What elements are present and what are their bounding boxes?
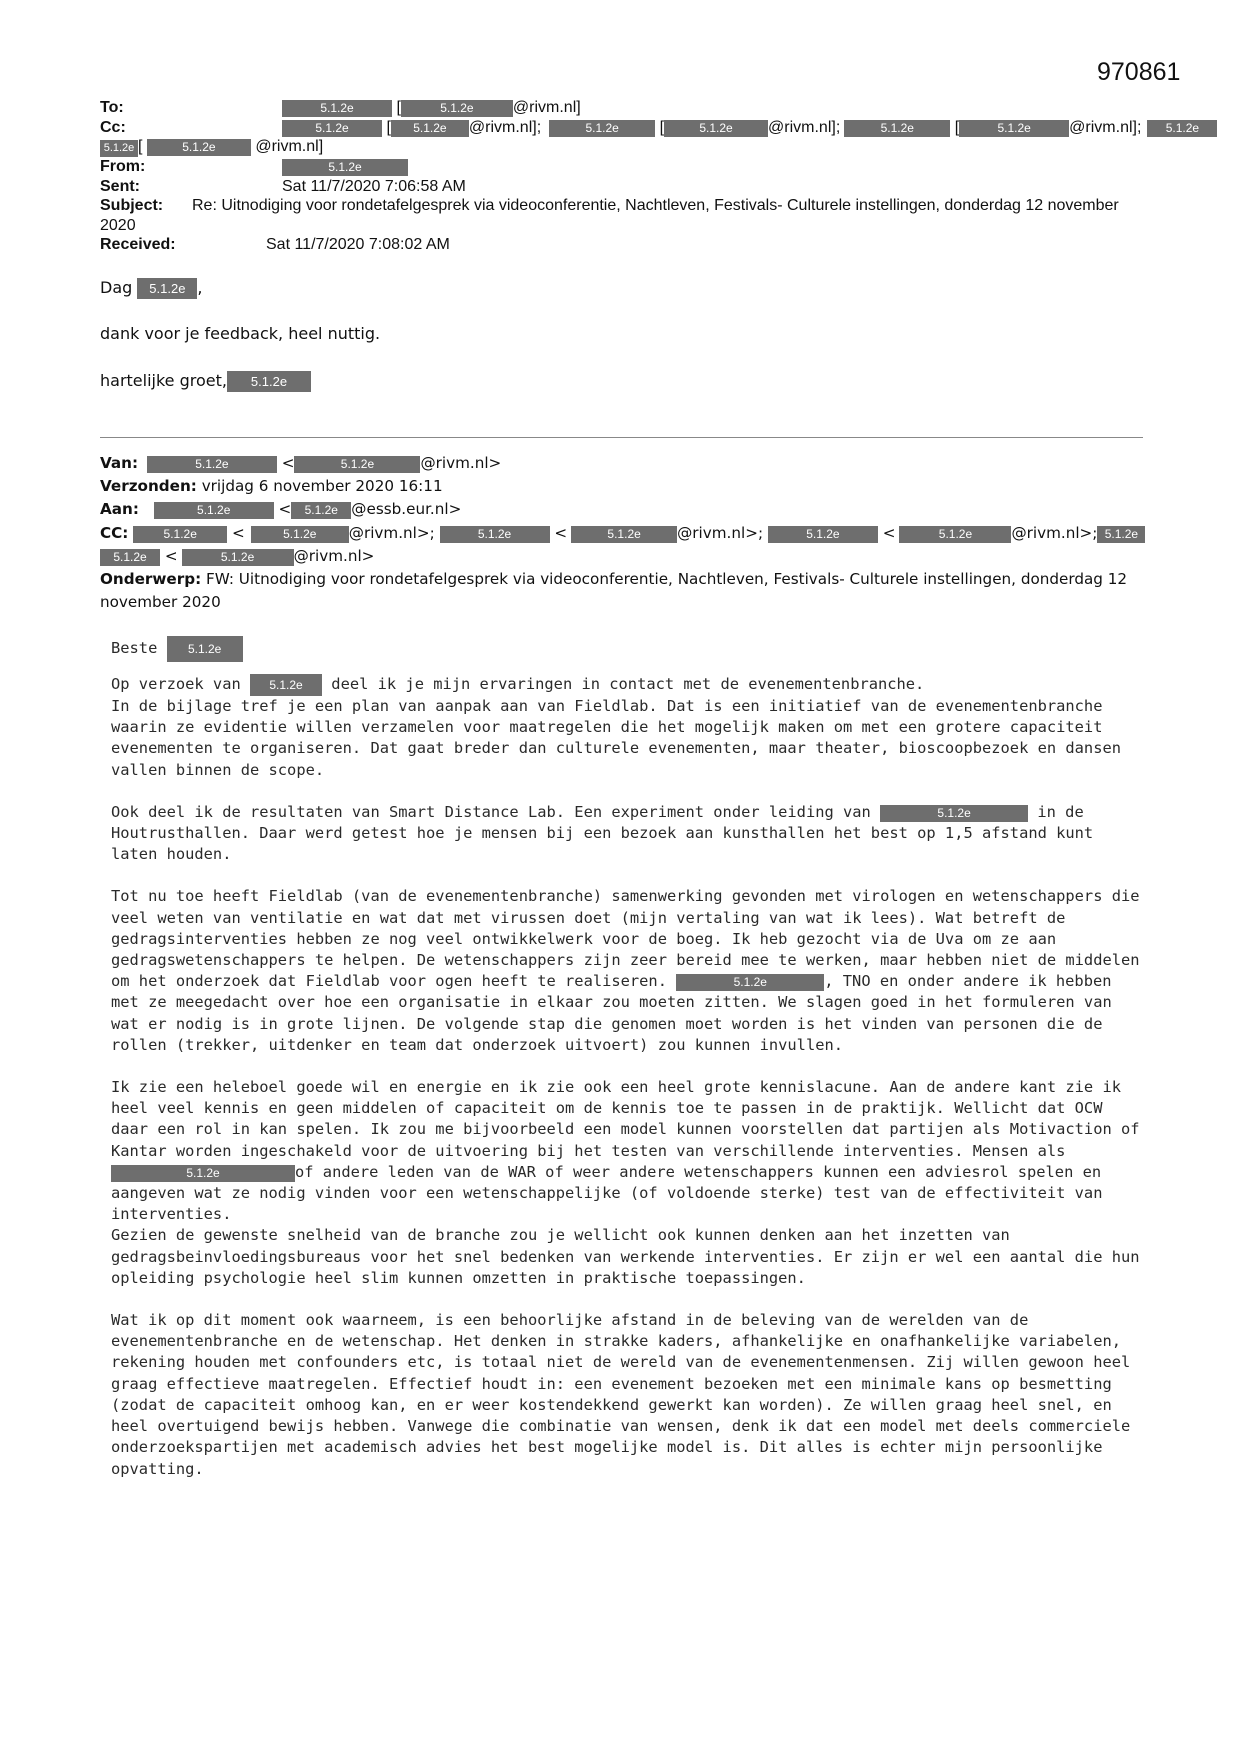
- redaction-box: 5.1.2e: [571, 526, 677, 543]
- redaction-box: 5.1.2e: [676, 974, 824, 991]
- p2-after: in de Houtrusthallen. Daar werd getest hoe je mensen bij een bezoek aan kunsthallen het best op 1,5 afstand kunt laten houden.: [111, 802, 1094, 864]
- forwarded-header: [100, 452, 1143, 614]
- reply-thanks: dank voor je feedback, heel nuttig.: [100, 324, 381, 343]
- van-row: Van: 5.1.2e < 5.1.2e @rivm.nl>: [100, 454, 502, 472]
- paragraph-4: [111, 1077, 1141, 1289]
- redaction-box: 5.1.2e: [664, 120, 768, 137]
- redaction-box: 5.1.2e: [100, 140, 138, 157]
- paragraph-1: [111, 674, 1141, 781]
- divider: [100, 437, 1143, 438]
- to-suffix: @rivm.nl]: [512, 99, 581, 116]
- onderwerp-label: Onderwerp:: [100, 570, 202, 589]
- to-label: To:: [100, 99, 124, 116]
- p1-before: Op verzoek van: [111, 675, 241, 693]
- redaction-box: 5.1.2e: [1147, 120, 1217, 137]
- redaction-box: 5.1.2e: [147, 139, 251, 156]
- onderwerp-row: [100, 568, 1143, 614]
- closing-text: hartelijke groet,: [100, 371, 227, 390]
- verzonden-row: [100, 475, 1143, 498]
- from-label: From:: [100, 158, 146, 175]
- redaction-box: 5.1.2e: [549, 120, 655, 137]
- redaction-box: 5.1.2e: [111, 1165, 295, 1182]
- paragraph-2: [111, 802, 1141, 866]
- fwd-cc-label: CC:: [100, 523, 129, 542]
- redaction-box: 5.1.2e: [137, 278, 197, 299]
- subject-value: Re: Uitnodiging voor rondetafelgesprek via videoconferentie, Nachtleven, Festivals- Culturele instellingen, donderdag 12 november 2020: [100, 197, 1119, 234]
- p4-after: of andere leden van de WAR of weer andere wetenschappers kunnen een adviesrol spelen en aangeven wat ze nodig vinden voor een wetenschappelijke (of voldoende sterke) test van de effectiviteit van interventies.: [111, 1162, 1103, 1224]
- received-row: [100, 235, 1140, 255]
- redaction-box: 5.1.2e: [133, 526, 227, 543]
- cc-suffix: @rivm.nl]: [255, 138, 324, 155]
- redaction-box: 5.1.2e: [899, 526, 1011, 543]
- reply-closing: [100, 371, 1120, 392]
- redaction-box: 5.1.2e: [291, 502, 351, 519]
- message-body: [111, 636, 1141, 1501]
- aan-label: Aan:: [100, 500, 139, 519]
- subject-label: Subject:: [100, 197, 164, 214]
- p4-rest: Gezien de gewenste snelheid van de branche zou je wellicht ook kunnen denken aan het inzetten van gedragsbeinvloedingsbureaus voor het snel bedenken van werkende interventies. Er zijn er wel een aantal die hun opleiding psychologie heel slim kunnen omzetten in praktische toepassingen.: [111, 1226, 1140, 1287]
- email-header: [100, 98, 1200, 255]
- sent-label: Sent:: [100, 177, 140, 195]
- fwd-cc-row-continued: 5.1.2e < 5.1.2e @rivm.nl>: [100, 545, 1143, 568]
- cc-row-continued: 5.1.2e [ 5.1.2e @rivm.nl]: [100, 137, 1140, 157]
- onderwerp-value: FW: Uitnodiging voor rondetafelgesprek via videoconferentie, Nachtleven, Festivals- Culturele instellingen, donderdag 12 november 2020: [100, 570, 1128, 612]
- p3-after: , TNO en onder andere ik hebben met ze meegedacht over hoe een organisatie in elkaar zou moeten zitten. We slagen goed in het formuleren van wat er nodig is in grote lijnen. De volgende stap die genomen moet worden is het vinden van personen die de rollen (trekker, uitdenker en team dat onderzoek uitvoert) zou kunnen invullen.: [111, 972, 1112, 1054]
- received-value: Sat 11/7/2020 7:08:02 AM: [266, 236, 450, 253]
- paragraph-3: [111, 886, 1141, 1056]
- redaction-box: 5.1.2e: [147, 456, 277, 473]
- redaction-box: 5.1.2e: [768, 526, 878, 543]
- salutation-word: Beste: [111, 639, 158, 657]
- redaction-box: 5.1.2e: [167, 636, 243, 662]
- reply-body: [100, 278, 1120, 392]
- sent-value: Sat 11/7/2020 7:06:58 AM: [282, 177, 466, 195]
- van-suffix: @rivm.nl>: [420, 454, 502, 472]
- document-number: 970861: [1097, 58, 1181, 86]
- aan-suffix: @essb.eur.nl>: [351, 500, 462, 519]
- redaction-box: 5.1.2e: [440, 526, 550, 543]
- cc-row: Cc: 5.1.2e [ 5.1.2e @rivm.nl]; 5.1.2e [ 5.1.2e @rivm.nl]; 5.1.2e [ 5.1.2e @rivm.nl]; 5.1.2e: [100, 118, 1140, 138]
- cc-label: Cc:: [100, 118, 126, 136]
- redaction-box: 5.1.2e: [282, 120, 382, 137]
- redaction-box: 5.1.2e: [250, 674, 322, 696]
- verzonden-value: vrijdag 6 november 2020 16:11: [201, 477, 443, 496]
- sent-row: [100, 177, 1140, 197]
- redaction-box: 5.1.2e: [100, 549, 160, 566]
- redaction-box: 5.1.2e: [294, 456, 420, 473]
- redaction-box: 5.1.2e: [391, 120, 469, 137]
- subject-row: [100, 196, 1140, 235]
- p1-rest: In de bijlage tref je een plan van aanpak aan van Fieldlab. Dat is een initiatief van de evenementenbranche waarin ze evidentie willen verzamelen voor maatregelen die het mogelijk maken om met een grotere capaciteit evenementen te organiseren. Dat gaat breder dan culturele evenementen, maar theater, bioscoopbezoek en dansen vallen binnen de scope.: [111, 697, 1121, 779]
- cc-separator: @rivm.nl];: [468, 118, 542, 136]
- redaction-box: 5.1.2e: [1097, 526, 1145, 543]
- salutation: [111, 636, 1141, 662]
- fwd-cc-separator: @rivm.nl>;: [1011, 523, 1098, 542]
- p3-before: Tot nu toe heeft Fieldlab (van de evenementenbranche) samenwerking gevonden met virologen en wetenschappers die veel weten van ventilatie en wat dat met virussen doet (mijn vertaling van wat ik lees). Wat betreft de gedragsinterventies hebben ze nog veel ontwikkelwerk voor de boeg. Ik heb gezocht via de Uva om ze aan gedragswetenschappers te helpen. De wetenschappers zijn zeer bereid mee te werken, maar hebben niet de middelen om het onderzoek dat Fieldlab voor ogen heeft te realiseren.: [111, 887, 1140, 991]
- to-row: To: 5.1.2e [ 5.1.2e @rivm.nl]: [100, 99, 581, 116]
- greeting-word: Dag: [100, 278, 133, 297]
- fwd-cc-row: CC: 5.1.2e < 5.1.2e @rivm.nl>; 5.1.2e < 5.1.2e @rivm.nl>; 5.1.2e < 5.1.2e @rivm.nl>; 5.1.2e: [100, 522, 1143, 545]
- p1-after: deel ik je mijn ervaringen in contact met de evenementenbranche.: [331, 675, 925, 693]
- redaction-box: 5.1.2e: [282, 159, 408, 176]
- fwd-cc-separator: @rivm.nl>;: [677, 523, 764, 542]
- redaction-box: 5.1.2e: [227, 371, 311, 392]
- fwd-cc-suffix: @rivm.nl>: [293, 546, 375, 565]
- van-label: Van:: [100, 454, 139, 472]
- redaction-box: 5.1.2e: [251, 526, 349, 543]
- redaction-box: 5.1.2e: [182, 549, 294, 566]
- redaction-box: 5.1.2e: [401, 100, 513, 117]
- p2-before: Ook deel ik de resultaten van Smart Distance Lab. Een experiment onder leiding van: [111, 802, 871, 821]
- fwd-cc-separator: @rivm.nl>;: [348, 523, 435, 542]
- p4-before: Ik zie een heleboel goede wil en energie en ik zie ook een heel grote kennislacune. Aan de andere kant zie ik heel veel kennis en geen middelen of capaciteit om de kennis toe te passen in de praktijk. Wellicht dat OCW daar een rol in kan spelen. Ik zou me bijvoorbeeld een model kunnen voorstellen dat partijen als Motivaction of Kantar worden ingeschakeld voor de uitvoering bij het testen van verschillende interventies. Mensen als: [111, 1078, 1140, 1160]
- redaction-box: 5.1.2e: [844, 120, 950, 137]
- redaction-box: 5.1.2e: [154, 502, 274, 519]
- redaction-box: 5.1.2e: [959, 120, 1069, 137]
- reply-greeting: [100, 278, 1120, 299]
- cc-separator: @rivm.nl];: [1069, 118, 1142, 136]
- verzonden-label: Verzonden:: [100, 477, 197, 496]
- received-label: Received:: [100, 236, 176, 253]
- from-row: [100, 157, 1140, 177]
- redaction-box: 5.1.2e: [880, 805, 1028, 822]
- cc-separator: @rivm.nl];: [768, 118, 841, 136]
- redaction-box: 5.1.2e: [282, 100, 392, 117]
- paragraph-5: Wat ik op dit moment ook waarneem, is een behoorlijke afstand in de beleving van de werelden van de evenementenbranche en de wetenschap. Het denken in strakke kaders, afhankelijke en onafhankelijke variabelen, rekening houden met confounders etc, is totaal niet de wereld van de evenementenmensen. Zij willen gewoon heel graag effectieve maatregelen. Effectief houdt in: een evenement bezoeken met een minimale kans op besmetting (zodat de capaciteit omhoog kan, en er weer kostendekkend gewerkt kan worden). Ze willen graag heel snel, en heel overtuigend bewijs hebben. Vanwege die combinatie van wensen, denk ik dat een model met deels commerciele onderzoekspartijen met academisch advies het best mogelijke model is. Dit alles is echter mijn persoonlijke opvatting.: [111, 1311, 1131, 1478]
- aan-row: Aan: 5.1.2e < 5.1.2e @essb.eur.nl>: [100, 500, 462, 519]
- greeting-comma: ,: [197, 278, 203, 297]
